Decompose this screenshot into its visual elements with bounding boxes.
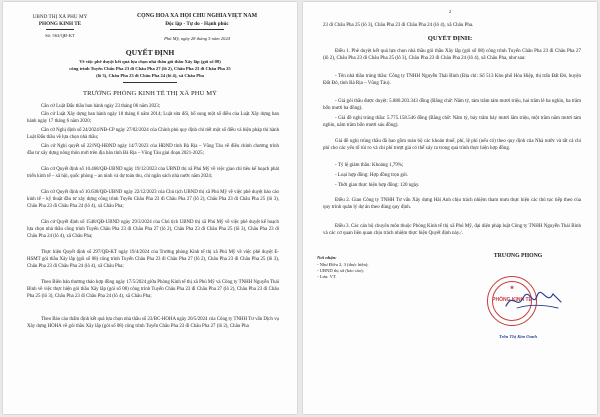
legal-basis-paragraph: Căn cứ Quyết định số 1548/QĐ-UBND ngày 29/3/2024 của Chủ tịch UBND thị xã Phú Mỹ về việc phê duyệt kế hoạch lựa chọn nhà thầu công trình Tuyến Châu Pha 23 đi Châu Pha 27 (lô 2), Châu Pha 23 đi Châu Pha 25 (lô 3), Châu Pha 23 đi Châu Pha 24 (lô 4), xã Châu Pha;: [27, 220, 279, 240]
legal-basis-paragraph: Căn cứ Nghị quyết số 22/NQ-HĐND ngày 14/7/2023 của HĐND tỉnh Bà Rịa – Vũng Tàu về điều chỉnh chương trình đầu tư xây dựng nông thôn mới trên địa bàn tỉnh Bà Rịa – Vũng Tàu giai đoạn 2021-2025;: [27, 144, 279, 157]
legal-basis-paragraph: Căn cứ Luật Xây dựng ban hành ngày 18 tháng 6 năm 2014; Luật sửa đổi, bổ sung một số điều của Luật Xây dựng ban hành ngày 17 tháng 6 năm 2020;: [27, 112, 279, 125]
document-page-1: [3, 2, 297, 414]
issuing-authority: TRƯỞNG PHÒNG KINH TẾ THỊ XÃ PHÚ MỸ: [82, 90, 218, 97]
recipient-item: - Lưu: VT.: [317, 274, 337, 279]
legal-basis-paragraph: Căn cứ Nghị định số 24/2024/NĐ-CP ngày 27/02/2024 của Chính phủ quy định chi tiết một số điều và biện pháp thi hành Luật Đấu thầu về lựa chọn nhà thầu;: [27, 128, 279, 141]
decision-subject-line-2: công trình Tuyến Chẩu Pha 23 đi Châu Pha 27 (lô 2), Châu Pha 23 đi Châu Pha 25: [69, 66, 231, 71]
recipient-item: - UBND thị xã (báo cáo);: [317, 268, 364, 273]
recipients-title: Nơi nhận:: [317, 255, 337, 260]
decision-subject-line-1: Về việc phê duyệt kết quả lựa chọn nhà thầu gói thầu Xây lắp (gói số 08): [79, 59, 221, 64]
place-date: Phú Mỹ, ngày 28 tháng 5 năm 2024: [164, 36, 230, 41]
discount-rate: - Tỷ lệ giảm thầu: Khoảng 1,79%;: [335, 163, 404, 168]
org-name: UBND THỊ XÃ PHÚ MỸ: [32, 14, 88, 20]
decision-title: QUYẾT ĐỊNH: [125, 48, 175, 57]
star-icon: ★: [509, 285, 515, 291]
signer-name: Trần Thị Kim Oanh: [499, 334, 537, 339]
signer-title: TRƯỞNG PHÒNG: [493, 253, 543, 259]
subject-underline: [123, 82, 177, 83]
price-note: Giá đề nghị trúng thầu đã bao gồm toàn bộ các khoản thuế, phí, lệ phí (nếu có) theo quy định của Nhà nước và tất cả chi phí cho các yếu tố rủi ro và chi phí trượt giá có thể xảy ra trong quá trình thực hiện hợp đồng.: [323, 139, 581, 151]
national-motto: Độc lập - Tự do - Hạnh phúc: [165, 21, 229, 27]
article-3: Điều 3. Các cán bộ chuyên môn thuộc Phòng Kinh tế thị xã Phú Mỹ, đại diện pháp luật Công ty TNHH Nguyễn Thái Bình và các cơ quan liên quan chịu trách nhiệm thực hiện Quyết định này./.: [323, 224, 581, 236]
proposed-winning-price: - Giá đề nghị trúng thầu: 5.775.158.546 đồng (Bằng chữ: Năm tỷ, bảy trăm bảy mươi lăm triệu, một trăm năm mươi tám nghìn, năm trăm bốn mươi sáu đồng).: [323, 116, 581, 128]
contract-duration: - Thời gian thực hiện hợp đồng: 120 ngày.: [335, 183, 420, 188]
decision-subject-line-3: (lô 3), Châu Pha 23 đi Châu Pha 24 (lô 4), xã Châu Pha: [96, 73, 204, 78]
article-2: Điều 2. Giao Công ty TNHH Tư vấn Xây dựng Hải Anh chịu trách nhiệm tham mưu thực hiện các thủ tục tiếp theo của quy trình quản lý dự án theo đúng quy định.: [323, 198, 581, 210]
org-department: PHÒNG KINH TẾ: [38, 21, 82, 27]
legal-basis-paragraph: Thực hiện Quyết định số 297/QĐ-KT ngày 19/4/2024 của Trưởng phòng Kinh tế thị xã Phú Mỹ về việc phê duyệt E-HSMT gói thầu Xây lắp (gói số 08) công trình Tuyến Châu Pha 23 đi Châu Pha 27 (lô 2), Châu Pha 23 đi Châu Pha 25 (lô 3), Châu Pha 23 đi Châu Pha 24 (lô 4), xã Châu Pha;: [27, 250, 279, 270]
motto-underline: [170, 29, 224, 30]
org-underline: [46, 29, 74, 30]
stamp-text: PHÒNG KINH TẾ: [492, 297, 532, 303]
legal-basis-paragraph: Theo Biên bản thương thảo hợp đồng ngày 17/5/2024 giữa Phòng Kinh tế thị xã Phú Mỹ và Công ty TNHH Nguyễn Thái Bình về việc thực hiện gói thầu Xây lắp (gói số 08) công trình Tuyến Châu Pha 23 đi Châu Pha 27 (lô 2), Châu Pha 23 đi Châu Pha 25 (lô 3), Châu Pha 23 đi Châu Pha 24 (lô 4), xã Châu Pha;: [27, 280, 279, 300]
country-name: CỘNG HÒA XÃ HỘI CHỦ NGHĨA VIỆT NAM: [136, 13, 258, 19]
legal-basis-paragraph: Căn cứ Quyết định số 10.468/QĐ-UBND ngày 19/12/2023 của UBND thị xã Phú Mỹ về việc giao chỉ tiêu kế hoạch phát triển kinh tế – xã hội, quốc phòng – an ninh và dự toán thu, chi ngân sách nhà nước năm 2024;: [27, 167, 279, 180]
legal-basis-paragraph: Căn cứ Luật Đấu thầu ban hành ngày 23 tháng 06 năm 2023;: [41, 104, 161, 109]
document-page-2: [303, 2, 597, 414]
winning-contractor: - Tên nhà thầu trúng thầu: Công ty TNHH Nguyễn Thái Bình (Địa chỉ: Số 513 Khu phố Hòa Hiệp, thị trấn Đất Đỏ, huyện Đất Đỏ, tỉnh Bà Rịa – Vũng Tàu).: [323, 74, 581, 86]
page-number: 2: [448, 9, 452, 14]
decision-heading: QUYẾT ĐỊNH:: [427, 35, 473, 42]
contract-type: - Loại hợp đồng: Hợp đồng trọn gói.: [335, 173, 409, 178]
handwritten-signature: [503, 288, 565, 314]
document-number: Số: 563/QĐ-KT: [45, 33, 75, 38]
legal-basis-paragraph: Căn cứ Quyết định số 10.638/QĐ-UBND ngày 22/12/2023 của Chủ tịch UBND thị xã Phú Mỹ về việc phê duyệt báo cáo kinh tế – kỹ thuật đầu tư xây dựng công trình Tuyến Châu Pha 23 đi Châu Pha 27 (lô 2), Châu Pha 23 đi Châu Pha 25 (lô 3), Châu Pha 23 đi Châu Pha 24 (lô 4), xã Châu Pha;: [27, 190, 279, 210]
article-1: Điều 1. Phê duyệt kết quả lựa chọn nhà thầu gói thầu Xây lắp (gói số 08) công trình Tuyến Châu Pha 23 đi Châu Pha 27 (lô 2), Châu Pha 23 đi Châu Pha 25 (lô 3), Châu Pha 23 đi Châu Pha 24 (lô 4), xã Châu Pha, như sau:: [323, 49, 581, 61]
recipient-item: - Như Điều 2, 3 (thực hiện);: [317, 262, 369, 267]
continued-text: 23 đi Châu Pha 25 (lô 3), Châu Pha 23 đi Châu Pha 24 (lô 4), xã Châu Pha.: [323, 23, 474, 28]
legal-basis-paragraph: Theo Báo cáo thẩm định kết quả lựa chọn nhà thầu số 23/BC-HOHA ngày 20/5/2024 của Công ty TNHH Tư vấn Dịch vụ Xây dựng HOHA về gói thầu Xây lắp (gói số 08) công trình Tuyến Châu Pha 23 đi Châu Pha 27 (lô 2), Châu Pha: [27, 317, 279, 330]
approved-package-price: - Giá gói thầu được duyệt: 5.880.203.343 đồng (Bằng chữ: Năm tỷ, tám trăm tám mươi triệu, hai trăm lẻ ba nghìn, ba trăm bốn mươi ba đồng).: [323, 99, 581, 111]
